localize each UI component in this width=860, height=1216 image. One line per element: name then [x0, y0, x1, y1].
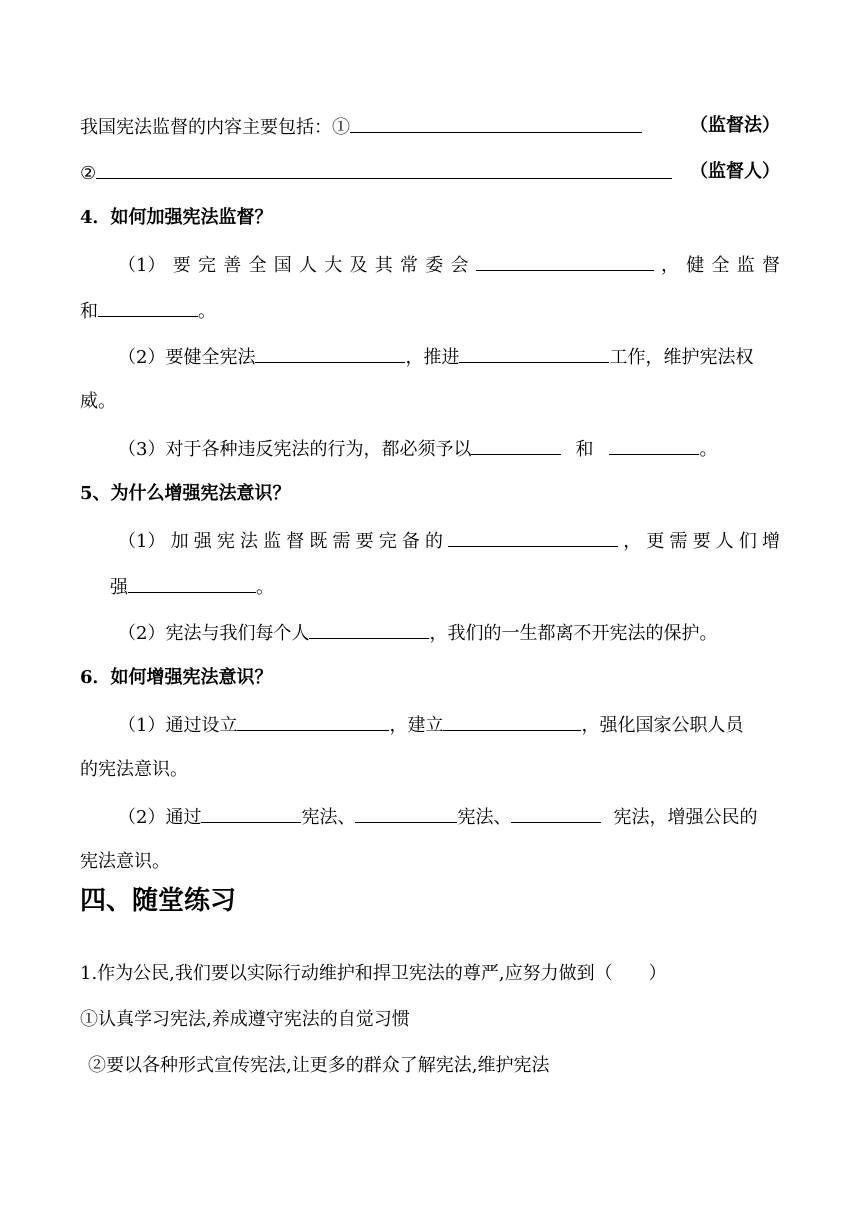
q5-item-1-char: 强: [193, 531, 212, 552]
q4-item-3-and: 和: [575, 439, 594, 460]
supervision-content-line-2: [80, 160, 780, 184]
answer-blank[interactable]: [355, 804, 457, 823]
q4-item-1-char: 要: [172, 255, 191, 276]
q5-item-1-char: （1）: [118, 531, 166, 552]
practice-option-1: ①认真学习宪法,养成遵守宪法的自觉习惯: [80, 1009, 410, 1030]
q5-item-1-line2-end: 。: [256, 577, 274, 598]
q4-item-1-char: 会: [450, 255, 469, 276]
q6-item-1-line-2: 的宪法意识。: [80, 759, 188, 780]
answer-blank[interactable]: [201, 804, 301, 823]
supervision-content-prefix: 我国宪法监督的内容主要包括：①: [80, 117, 350, 138]
q4-item-1-line2-end: 。: [198, 301, 216, 322]
q4-item-1-char: 健: [686, 255, 705, 276]
answer-blank[interactable]: [128, 574, 256, 593]
q5-item-1-char: 更: [646, 531, 665, 552]
answer-blank[interactable]: [443, 712, 581, 731]
q5-item-1-char: 完: [378, 531, 397, 552]
q4-item-2-middle: ，推进: [405, 347, 460, 368]
q5-item-1-char: 加: [170, 531, 189, 552]
q6-item-2-part-c: 宪法，增强公民的: [613, 807, 758, 828]
q4-item-3-prefix: （3）对于各种违反宪法的行为，都必须予以: [118, 439, 472, 460]
circle-number-2: ②: [80, 163, 97, 184]
q6-item-2-part-a: 宪法、: [301, 807, 356, 828]
answer-blank[interactable]: [255, 344, 405, 363]
q5-item-1-line-2: [110, 574, 780, 598]
q6-item-2-line-1: [118, 804, 780, 828]
q4-item-2-line-2: 威。: [80, 391, 116, 412]
answer-blank[interactable]: [350, 114, 642, 133]
supervision-law-note: （监督法）: [690, 115, 780, 136]
q6-item-1-prefix: （1）通过设立: [118, 715, 238, 736]
question-6-title: 6．如何增强宪法意识？: [80, 667, 273, 688]
question-4-title: 4．如何加强宪法监督？: [80, 207, 273, 228]
q5-item-1-char: 法: [239, 531, 258, 552]
q5-item-1-char: 需: [669, 531, 688, 552]
q4-item-1-line-2: [80, 298, 780, 322]
q4-item-1-char: 大: [324, 255, 343, 276]
answer-blank[interactable]: [237, 712, 389, 731]
q6-item-2-prefix: （2）通过: [118, 807, 202, 828]
q5-item-1-char: 监: [263, 531, 282, 552]
answer-blank[interactable]: [609, 436, 699, 455]
answer-blank[interactable]: [511, 804, 601, 823]
q5-item-1-char: 的: [424, 531, 443, 552]
q4-item-1-char: 善: [223, 255, 242, 276]
q4-item-1-char: 及: [349, 255, 368, 276]
q4-item-1-char: 完: [197, 255, 216, 276]
q4-item-2-prefix: （2）要健全宪法: [118, 347, 256, 368]
q5-item-1-char: 宪: [216, 531, 235, 552]
q5-item-1-char: ，: [623, 531, 642, 552]
q5-item-2-suffix: ，我们的一生都离不开宪法的保护。: [429, 623, 718, 644]
answer-blank[interactable]: [448, 528, 618, 547]
q4-item-1-char: 其: [374, 255, 393, 276]
q5-item-2-prefix: （2）宪法与我们每个人: [118, 623, 310, 644]
q4-item-3-end: 。: [699, 439, 718, 460]
supervision-content-line-1: [80, 114, 780, 138]
q4-item-1-line2-prefix: 和: [80, 301, 98, 322]
q4-item-1-char: 常: [399, 255, 418, 276]
q4-item-2-line-1: [118, 344, 780, 368]
q4-item-1-char: 监: [736, 255, 755, 276]
q6-item-1-line-1: [118, 712, 780, 736]
q4-item-3: [118, 436, 780, 460]
q4-item-1-char: 全: [711, 255, 730, 276]
practice-option-2: ②要以各种形式宣传宪法,让更多的群众了解宪法,维护宪法: [88, 1055, 550, 1076]
q6-item-2-part-b: 宪法、: [457, 807, 512, 828]
q5-item-1-char: 人: [715, 531, 734, 552]
practice-question-1: 1.作为公民,我们要以实际行动维护和捍卫宪法的尊严,应努力做到（ ）: [80, 963, 667, 984]
q5-item-1-char: 既: [309, 531, 328, 552]
q5-item-1-line-1: [118, 528, 780, 552]
answer-blank[interactable]: [471, 436, 561, 455]
q5-item-1-char: 要: [355, 531, 374, 552]
answer-blank[interactable]: [459, 344, 609, 363]
q5-item-1-line2-prefix: 强: [110, 577, 128, 598]
q6-item-2-line-2: 宪法意识。: [80, 851, 170, 872]
q4-item-1-char: ，: [660, 255, 679, 276]
q5-item-1-char: 增: [761, 531, 780, 552]
q5-item-1-char: 督: [286, 531, 305, 552]
q5-item-2: [118, 620, 780, 644]
q4-item-1-char: 国: [273, 255, 292, 276]
q4-item-1-char: 人: [298, 255, 317, 276]
q5-item-1-char: 们: [738, 531, 757, 552]
q4-item-1-char: 督: [761, 255, 780, 276]
q6-item-1-suffix: ，强化国家公职人员: [581, 715, 744, 736]
q5-item-1-char: 要: [692, 531, 711, 552]
answer-blank[interactable]: [96, 160, 672, 179]
section-4-heading: 四、随堂练习: [80, 886, 237, 916]
q4-item-1-line-1: [118, 252, 780, 276]
q5-item-1-char: 需: [332, 531, 351, 552]
answer-blank[interactable]: [98, 298, 198, 317]
q4-item-1-char: 委: [425, 255, 444, 276]
q4-item-2-suffix: 工作，维护宪法权: [609, 347, 754, 368]
q6-item-1-middle: ，建立: [389, 715, 444, 736]
q4-item-1-char: 全: [248, 255, 267, 276]
answer-blank[interactable]: [476, 252, 654, 271]
answer-blank[interactable]: [309, 620, 429, 639]
supervision-person-note: （监督人）: [690, 161, 780, 182]
q4-item-1-char: （1）: [118, 255, 166, 276]
question-5-title: 5、为什么增强宪法意识？: [80, 483, 291, 504]
q5-item-1-char: 备: [401, 531, 420, 552]
